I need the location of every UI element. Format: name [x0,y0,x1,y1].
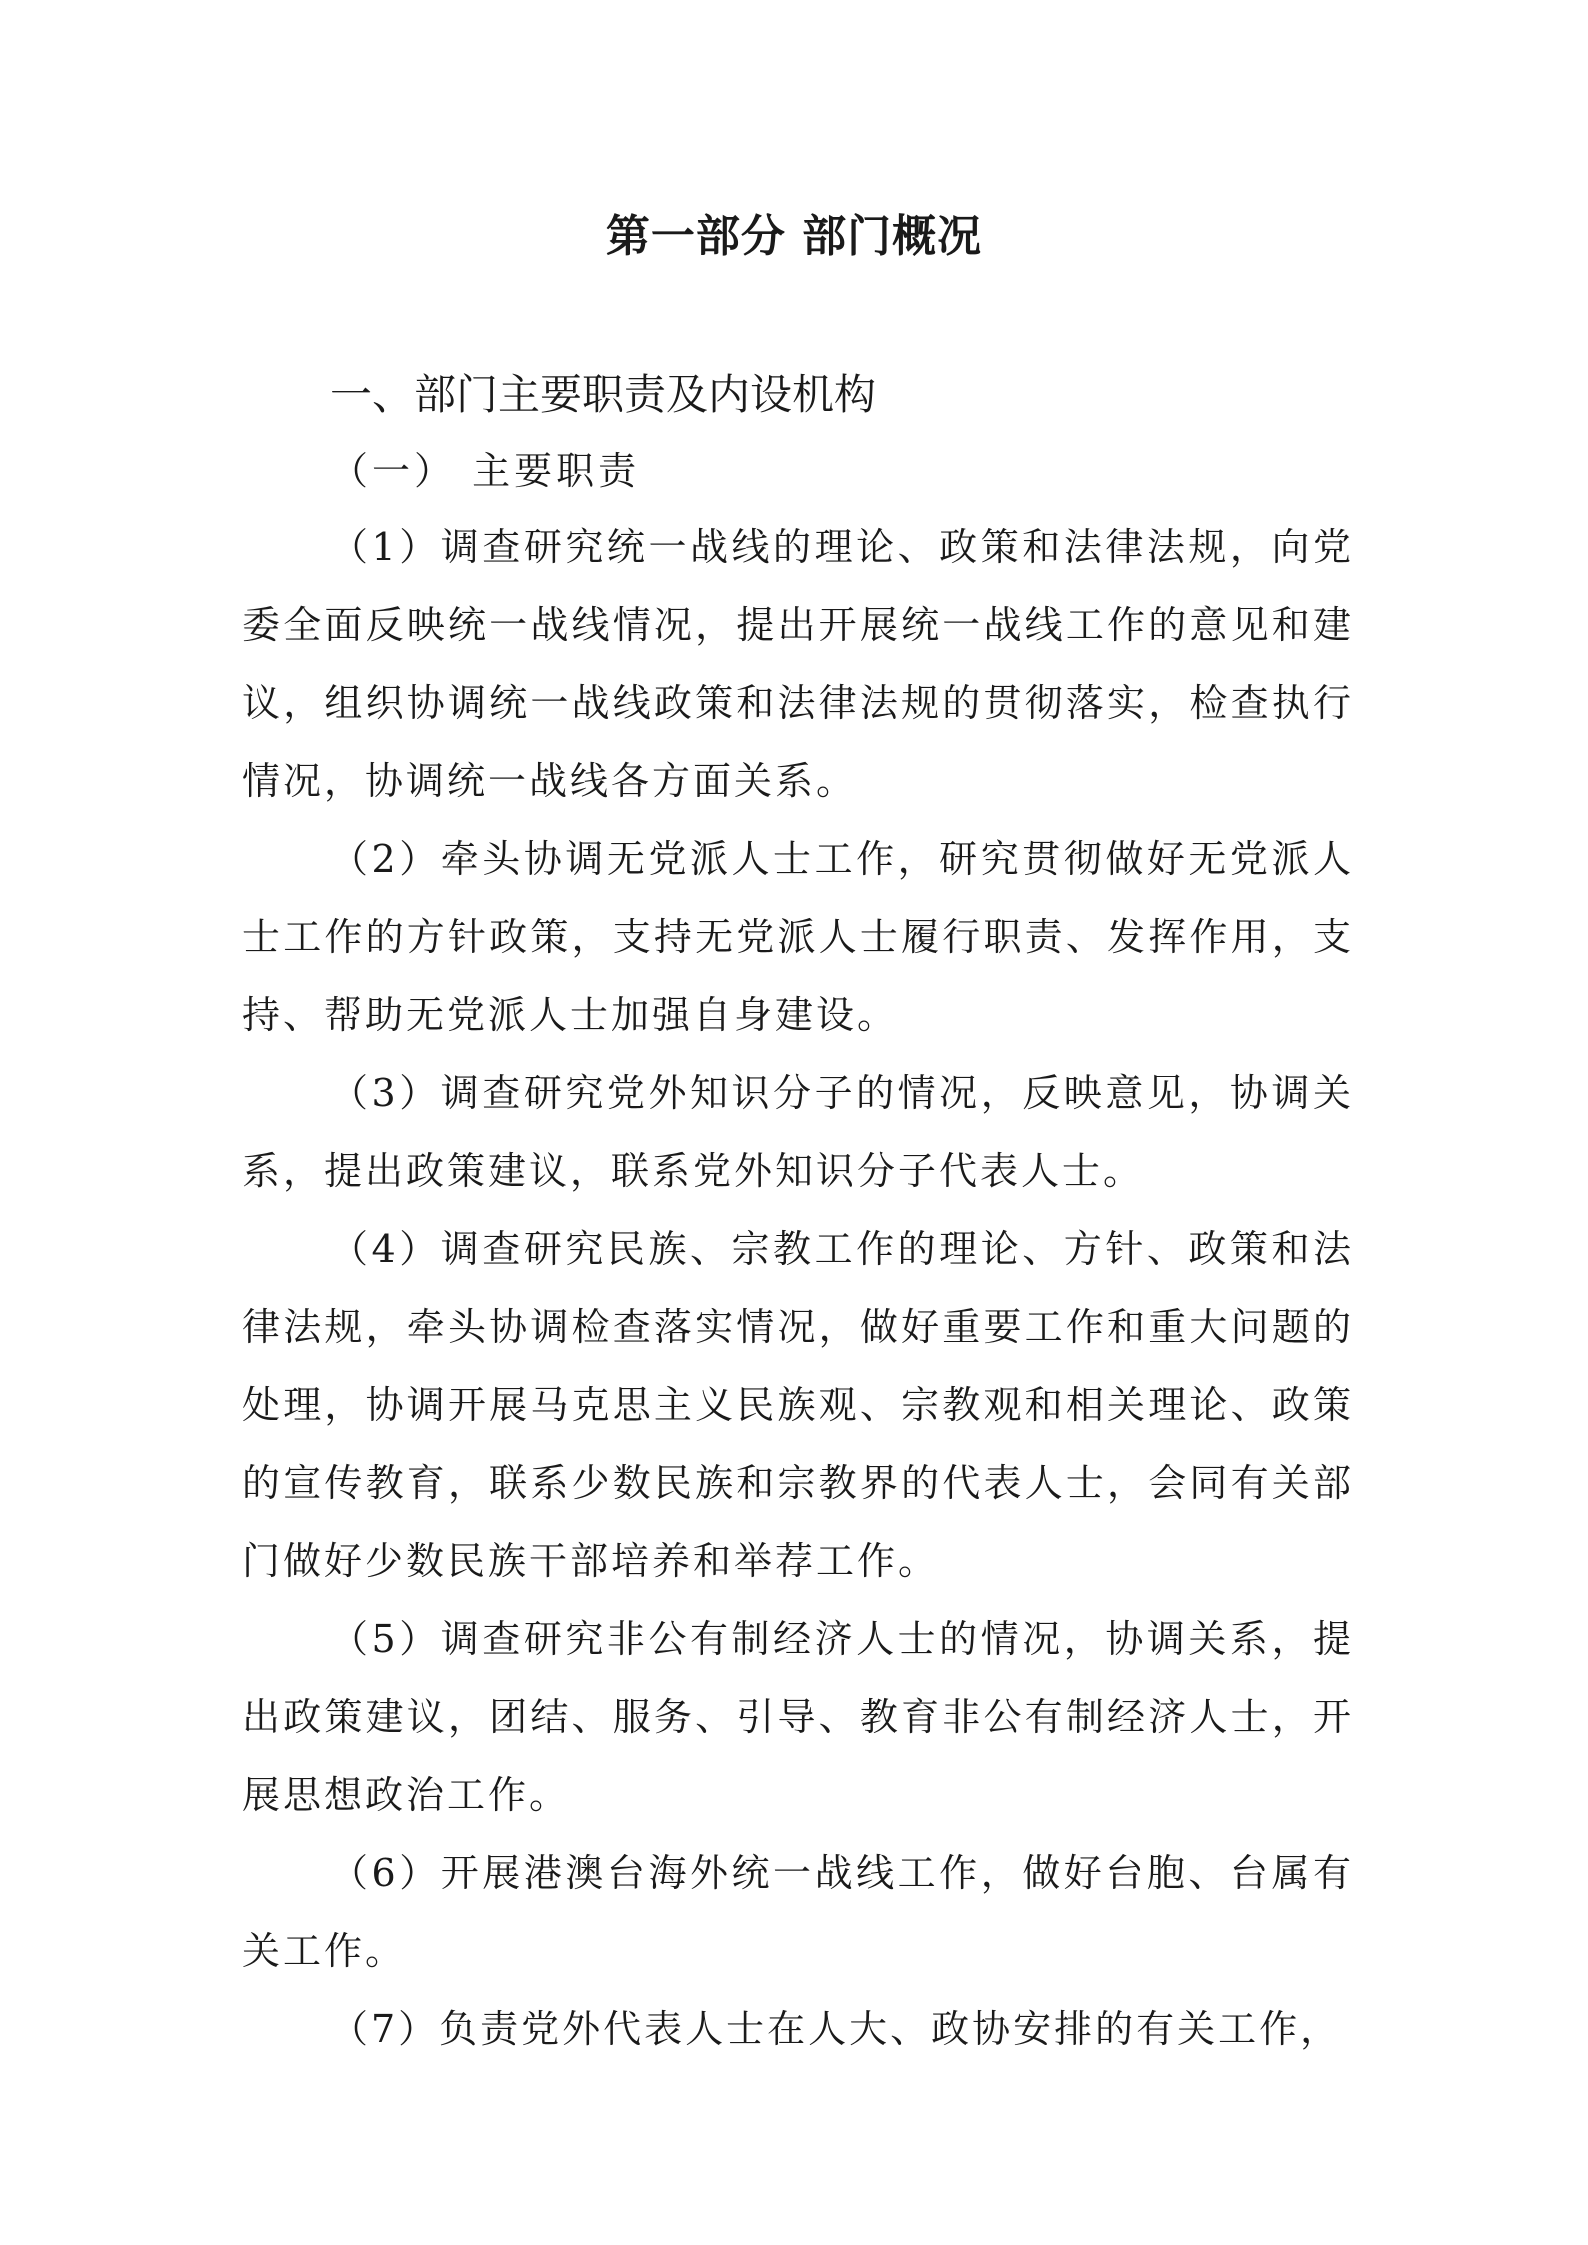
section-heading: 一、部门主要职责及内设机构 [330,370,877,419]
duty-paragraph-2: （2）牵头协调无党派人士工作，研究贯彻做好无党派人士工作的方针政策，支持无党派人士履行职责、发挥作用，支持、帮助无党派人士加强自身建设。 [242,837,1354,1037]
duty-paragraph-1: （1）调查研究统一战线的理论、政策和法律法规，向党委全面反映统一战线情况，提出开展统一战线工作的意见和建议，组织协调统一战线政策和法律法规的贯彻落实，检查执行情况，协调统一战线各方面关系。 [242,525,1354,803]
duty-paragraph-6: （6）开展港澳台海外统一战线工作，做好台胞、台属有关工作。 [242,1851,1354,1973]
part-title: 第一部分 部门概况 [605,211,983,262]
duty-paragraph-4: （4）调查研究民族、宗教工作的理论、方针、政策和法律法规，牵头协调检查落实情况，做好重要工作和重大问题的处理，协调开展马克思主义民族观、宗教观和相关理论、政策的宣传教育，联系少数民族和宗教界的代表人士，会同有关部门做好少数民族干部培养和举荐工作。 [242,1227,1354,1583]
sub-heading: （一） 主要职责 [330,449,641,493]
duty-paragraph-5: （5）调查研究非公有制经济人士的情况，协调关系，提出政策建议，团结、服务、引导、教育非公有制经济人士，开展思想政治工作。 [242,1617,1354,1817]
duty-paragraph-7: （7）负责党外代表人士在人大、政协安排的有关工作， [330,2007,1342,2051]
duty-paragraph-3: （3）调查研究党外知识分子的情况，反映意见，协调关系，提出政策建议，联系党外知识分子代表人士。 [242,1071,1354,1193]
duties-list [242,508,1354,2068]
